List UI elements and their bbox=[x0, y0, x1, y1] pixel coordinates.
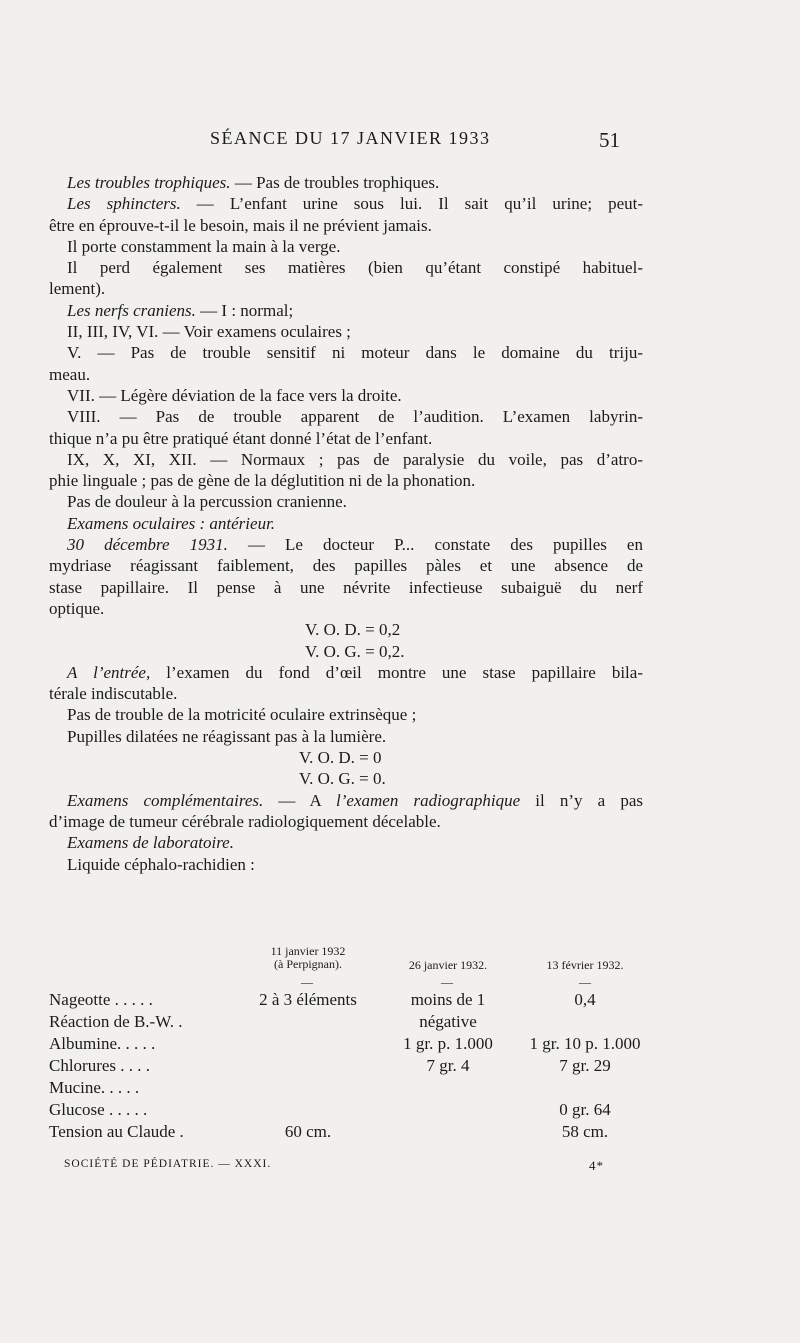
text-span: II, III, IV, VI. — Voir examens oculaires ; bbox=[67, 322, 351, 342]
text-line bbox=[49, 278, 643, 299]
text-span: d’image de tumeur cérébrale radiologiquement décelable. bbox=[49, 811, 441, 831]
text-line bbox=[49, 704, 643, 725]
text-span: V. — Pas de trouble sensitif ni moteur dans le domaine du triju- bbox=[67, 343, 643, 363]
text-span: — A bbox=[263, 790, 337, 810]
header-dash: — bbox=[301, 975, 313, 989]
text-line bbox=[49, 385, 643, 406]
text-span: Il porte constamment la main à la verge. bbox=[67, 236, 341, 256]
text-line bbox=[49, 342, 643, 363]
footer-signature: 4* bbox=[589, 1158, 604, 1173]
col-header-2: 26 janvier 1932. bbox=[408, 958, 488, 972]
text-line bbox=[49, 449, 643, 470]
header-dash: — bbox=[579, 975, 591, 989]
text-line bbox=[49, 236, 643, 257]
text-span: Examens oculaires : antérieur. bbox=[67, 513, 276, 533]
text-span: optique. bbox=[49, 598, 105, 618]
text-span: V. O. D. = 0,2 bbox=[305, 620, 401, 640]
cell-value: 60 cm. bbox=[284, 1122, 332, 1141]
csf-table bbox=[49, 945, 643, 1143]
text-span: Les nerfs craniens. bbox=[67, 300, 196, 320]
text-line bbox=[49, 619, 643, 640]
text-span: térale indiscutable. bbox=[49, 684, 178, 704]
text-line bbox=[49, 491, 643, 512]
col-header-3: 13 février 1932. bbox=[546, 958, 624, 972]
text-line bbox=[49, 747, 643, 768]
row-label: Glucose . . . . . bbox=[49, 1100, 148, 1119]
text-line bbox=[49, 428, 643, 449]
text-line bbox=[49, 726, 643, 747]
row-label: Chlorures . . . . bbox=[49, 1056, 151, 1075]
table-row bbox=[49, 1121, 643, 1143]
text-line bbox=[49, 683, 643, 704]
text-span: stase papillaire. Il pense à une névrite infectieuse subaiguë du nerf bbox=[49, 577, 643, 597]
cell-value: négative bbox=[419, 1012, 477, 1031]
text-line bbox=[49, 832, 643, 853]
table-header bbox=[49, 945, 643, 989]
cell-value: 58 cm. bbox=[561, 1122, 609, 1141]
text-span: l’examen du fond d’œil montre une stase papillaire bila- bbox=[150, 662, 643, 682]
text-span: être en éprouve-t-il le besoin, mais il ne prévient jamais. bbox=[49, 215, 432, 235]
text-span: Les troubles trophiques. bbox=[67, 173, 231, 192]
header-title: SÉANCE DU 17 JANVIER 1933 bbox=[210, 128, 491, 148]
text-line bbox=[49, 811, 643, 832]
cell-value: 0 gr. 64 bbox=[559, 1100, 611, 1119]
text-line bbox=[49, 193, 643, 214]
text-span: lement). bbox=[49, 279, 106, 299]
text-line bbox=[49, 854, 643, 875]
text-span: A l’entrée, bbox=[67, 662, 151, 682]
text-span: 30 décembre 1931. bbox=[67, 535, 228, 555]
text-span: — Le docteur P... constate des pupilles en bbox=[227, 535, 643, 555]
text-line bbox=[49, 555, 643, 576]
text-line bbox=[49, 172, 643, 193]
text-span: IX, X, XI, XII. — Normaux ; pas de paralysie du voile, pas d’atro- bbox=[67, 449, 643, 469]
cell-value: 1 gr. p. 1.000 bbox=[403, 1034, 493, 1053]
table-body bbox=[49, 989, 643, 1143]
text-span: il n’y a pas bbox=[520, 790, 643, 810]
page-number: 51 bbox=[599, 128, 620, 152]
text-line bbox=[49, 257, 643, 278]
text-span: Examens de laboratoire. bbox=[67, 833, 234, 853]
text-span: V. O. G. = 0. bbox=[299, 769, 386, 789]
table-row bbox=[49, 1055, 643, 1077]
text-span: Examens complémentaires. bbox=[67, 790, 264, 810]
cell-value: 7 gr. 29 bbox=[559, 1056, 611, 1075]
row-label: Mucine. . . . . bbox=[49, 1078, 140, 1097]
text-line bbox=[49, 513, 643, 534]
cell-value: 0,4 bbox=[574, 990, 596, 1009]
text-span: mydriase réagissant faiblement, des papilles pàles et une absence de bbox=[49, 556, 643, 576]
text-span: Pas de trouble de la motricité oculaire extrinsèque ; bbox=[67, 705, 417, 725]
page-footer bbox=[64, 1158, 624, 1178]
text-span: V. O. G. = 0,2. bbox=[305, 641, 405, 661]
text-line bbox=[49, 364, 643, 385]
table-row bbox=[49, 1077, 643, 1099]
text-line bbox=[49, 321, 643, 342]
text-line bbox=[49, 300, 643, 321]
cell-value: 2 à 3 éléments bbox=[259, 990, 357, 1009]
text-span: Il perd également ses matières (bien qu’étant constipé habituel- bbox=[67, 258, 643, 278]
text-span: phie linguale ; pas de gène de la déglutition ni de la phonation. bbox=[49, 471, 476, 491]
running-header bbox=[60, 128, 620, 158]
text-span: thique n’a pu être pratiqué étant donné l’état de l’enfant. bbox=[49, 428, 433, 448]
cell-value: 7 gr. 4 bbox=[426, 1056, 470, 1075]
text-span: — Pas de troubles trophiques. bbox=[230, 173, 440, 192]
text-span: Pupilles dilatées ne réagissant pas à la lumière. bbox=[67, 726, 387, 746]
cell-value: moins de 1 bbox=[410, 990, 486, 1009]
text-span: l’examen radiographique bbox=[336, 790, 521, 810]
text-line bbox=[49, 215, 643, 236]
text-line bbox=[49, 577, 643, 598]
body-text bbox=[49, 172, 643, 875]
text-span: VII. — Légère déviation de la face vers la droite. bbox=[67, 385, 402, 405]
text-line bbox=[49, 534, 643, 555]
row-label: Tension au Claude . bbox=[49, 1122, 184, 1141]
table-row bbox=[49, 1099, 643, 1121]
table-row bbox=[49, 989, 643, 1011]
table-row bbox=[49, 1033, 643, 1055]
text-span: Liquide céphalo-rachidien : bbox=[67, 854, 255, 874]
row-label: Nageotte . . . . . bbox=[49, 990, 153, 1009]
row-label: Albumine. . . . . bbox=[49, 1034, 156, 1053]
table-row bbox=[49, 1011, 643, 1033]
text-span: VIII. — Pas de trouble apparent de l’audition. L’examen labyrin- bbox=[67, 407, 643, 427]
text-span: V. O. D. = 0 bbox=[299, 748, 382, 768]
text-span: — L’enfant urine sous lui. Il sait qu’il urine; peut- bbox=[180, 194, 644, 214]
text-span: Pas de douleur à la percussion cranienne. bbox=[67, 492, 347, 512]
text-line bbox=[49, 662, 643, 683]
row-label: Réaction de B.-W. . bbox=[49, 1012, 183, 1031]
text-span: — I : normal; bbox=[195, 300, 294, 320]
text-line bbox=[49, 598, 643, 619]
text-line bbox=[49, 790, 643, 811]
text-line bbox=[49, 641, 643, 662]
footer-journal: SOCIÉTÉ DE PÉDIATRIE. — XXXI. bbox=[64, 1158, 272, 1170]
text-line bbox=[49, 470, 643, 491]
text-span: meau. bbox=[49, 364, 91, 384]
header-dash: — bbox=[441, 975, 453, 989]
text-line bbox=[49, 406, 643, 427]
cell-value: 1 gr. 10 p. 1.000 bbox=[529, 1034, 641, 1053]
col-header-1: 11 janvier 1932 (à Perpignan). bbox=[270, 944, 346, 971]
text-line bbox=[49, 768, 643, 789]
text-span: Les sphincters. bbox=[67, 194, 181, 214]
